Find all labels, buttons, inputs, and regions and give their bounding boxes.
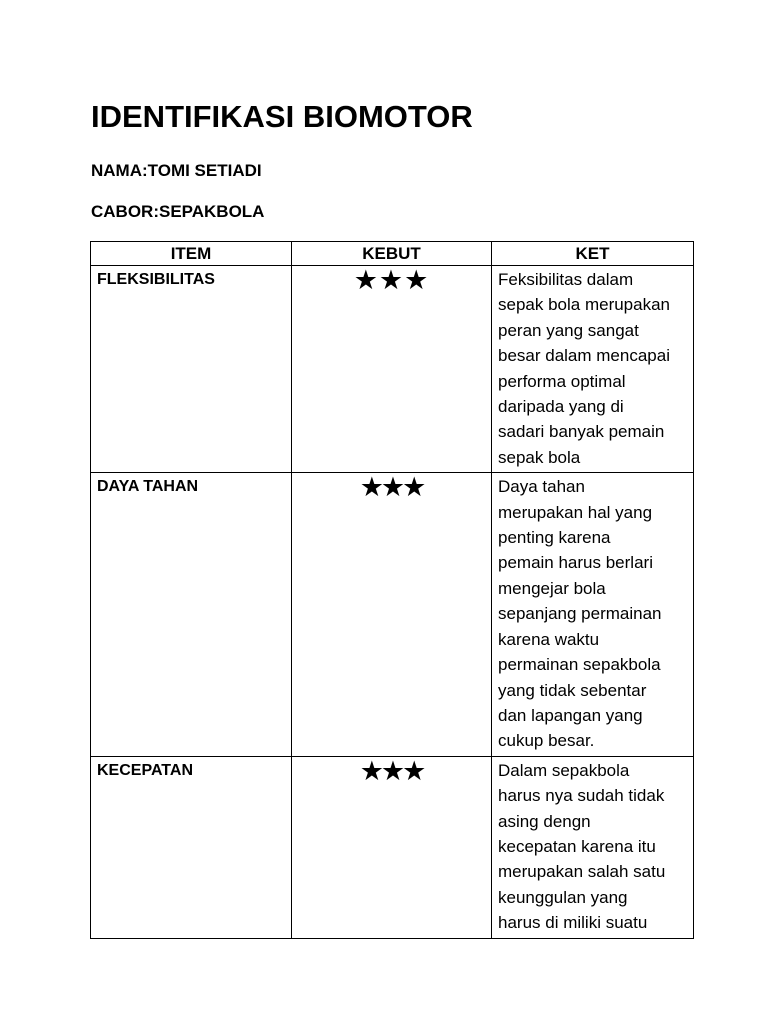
table-row xyxy=(91,756,694,938)
table-header-row xyxy=(91,242,694,266)
item-cell: KECEPATAN xyxy=(91,756,292,938)
ket-cell xyxy=(492,756,694,938)
ket-line: yang tidak sebentar xyxy=(498,680,647,700)
ket-line: mengejar bola xyxy=(498,578,606,598)
ket-line: kecepatan karena itu xyxy=(498,836,656,856)
ket-line: harus di miliki suatu xyxy=(498,913,648,933)
ket-line: keunggulan yang xyxy=(498,887,628,907)
ket-line: merupakan hal yang xyxy=(498,502,653,522)
star-rating-icon: ★★★ xyxy=(353,265,430,296)
ket-line: daripada yang di xyxy=(498,397,624,417)
page-title: IDENTIFIKASI BIOMOTOR xyxy=(91,99,473,134)
name-line: NAMA:TOMI SETIADI xyxy=(91,161,262,180)
ket-cell xyxy=(492,266,694,473)
ket-line: cukup besar. xyxy=(498,731,595,751)
biomotor-table xyxy=(90,241,694,939)
ket-line: sadari banyak pemain xyxy=(498,422,665,442)
ket-line: harus nya sudah tidak xyxy=(498,786,665,806)
kebut-cell xyxy=(292,266,492,473)
ket-line: karena waktu xyxy=(498,629,600,649)
ket-line: Daya tahan xyxy=(498,477,585,497)
cabor-line: CABOR:SEPAKBOLA xyxy=(91,202,265,221)
ket-line: Dalam sepakbola xyxy=(498,760,630,780)
ket-line: sepanjang permainan xyxy=(498,604,662,624)
star-rating-icon: ★★★ xyxy=(359,472,424,504)
kebut-cell xyxy=(292,473,492,756)
ket-line: besar dalam mencapai xyxy=(498,346,670,366)
table-row xyxy=(91,473,694,756)
ket-line: sepak bola xyxy=(498,447,581,467)
header-kebut: KEBUT xyxy=(292,242,492,266)
ket-line: merupakan salah satu xyxy=(498,862,666,882)
ket-cell xyxy=(492,473,694,756)
star-rating-icon: ★★★ xyxy=(359,755,424,787)
ket-line: Feksibilitas dalam xyxy=(498,270,634,289)
kebut-cell xyxy=(292,756,492,938)
ket-line: permainan sepakbola xyxy=(498,655,661,675)
header-ket: KET xyxy=(492,242,694,266)
item-cell: DAYA TAHAN xyxy=(91,473,292,756)
item-cell: FLEKSIBILITAS xyxy=(91,266,292,473)
ket-line: penting karena xyxy=(498,528,611,548)
ket-line: pemain harus berlari xyxy=(498,553,653,573)
ket-line: performa optimal xyxy=(498,371,626,391)
ket-line: dan lapangan yang xyxy=(498,705,643,725)
ket-line: sepak bola merupakan xyxy=(498,295,671,315)
ket-line: peran yang sangat xyxy=(498,320,639,340)
header-item: ITEM xyxy=(91,242,292,266)
table-row xyxy=(91,266,694,473)
ket-line: asing dengn xyxy=(498,811,591,831)
